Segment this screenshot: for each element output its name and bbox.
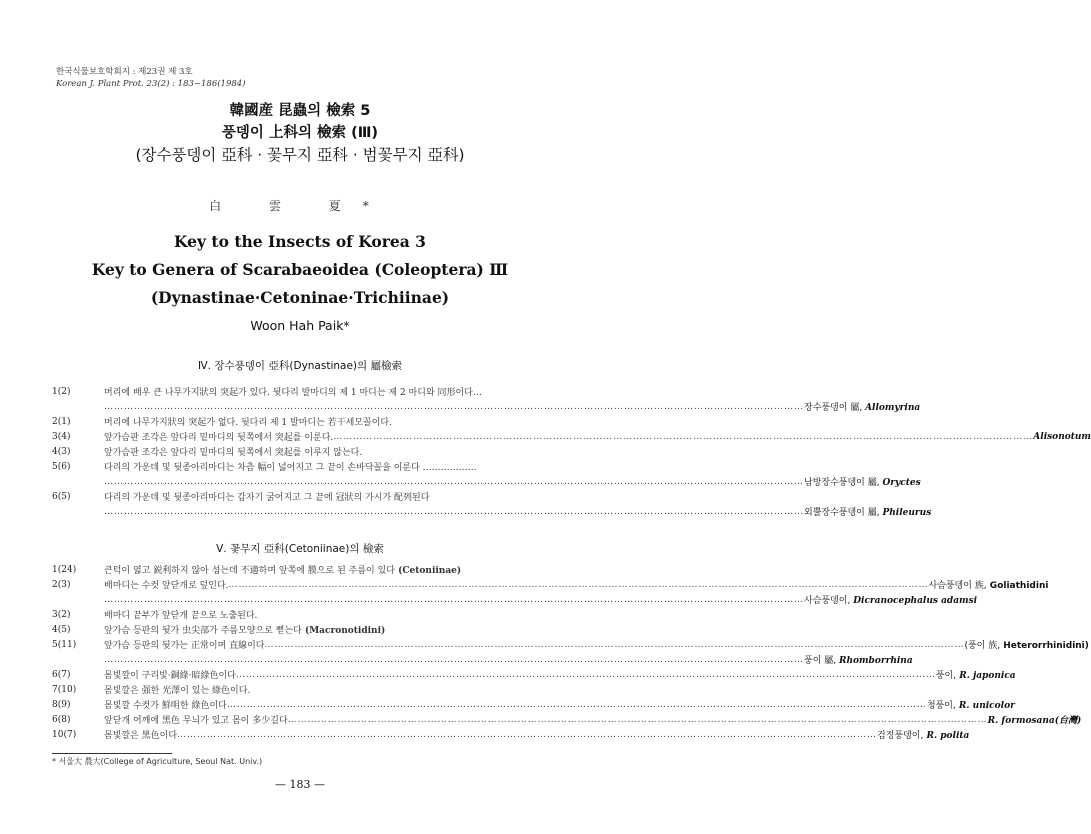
result-label: 장수풍뎅이 屬, [804, 403, 863, 413]
couplet-number: 8(9) [52, 699, 71, 710]
leader-dots [104, 402, 804, 412]
couplet-number: 1(24) [52, 564, 77, 575]
result-label: 남방장수풍뎅이 屬, [804, 478, 880, 488]
key-row [52, 414, 548, 429]
couplet-number: 10(7) [52, 729, 77, 740]
key-row [52, 429, 1091, 444]
leader-dots [177, 730, 877, 740]
leader-dots [228, 580, 928, 590]
couplet-text: 다리의 가운데 및 뒷종아리마디는 갑자기 굵어지고 그 끝에 冠狀의 가시가 配列된다 [104, 493, 430, 503]
result-taxon: R. polita [923, 731, 970, 741]
title-ko-line3: (장수풍뎅이 亞科 · 꽃무지 亞科 · 범꽃무지 亞科) [135, 146, 465, 164]
couplet-text: 몸빛깔이 구리빛·銅綠·暗綠色이다 [104, 671, 236, 681]
result-taxon: Alisonotum [1033, 431, 1091, 442]
couplet-number: 4(3) [52, 446, 71, 457]
result-label: 검정풍뎅이, [877, 731, 924, 741]
couplet-text: 앞가슴 등판의 뒷가는 正常이며 直線이다 [104, 641, 265, 651]
leader-dots [104, 595, 804, 605]
leader-dots [104, 655, 804, 665]
key-row [52, 384, 548, 399]
title-en-line1: Key to the Insects of Korea 3 [174, 232, 426, 251]
key-row [52, 622, 548, 637]
journal-citation [56, 66, 246, 90]
journal-ko: 한국식물보호학회지 : 제23권 제 3호 [56, 67, 193, 77]
couplet-text: 머리에 나무가지狀의 突起가 없다. 뒷다리 제 1 발마디는 若干세모꼴이다. [104, 418, 392, 428]
journal-en: Korean J. Plant Prot. 23(2) : 183~186(1984) [56, 79, 246, 89]
key-row [52, 697, 1015, 712]
key-row [52, 489, 548, 504]
section-4-key [52, 384, 1091, 519]
couplet-text: 몸빛깔 수컷가 鮮明한 綠色이다 [104, 701, 227, 711]
title-en-line3: (Dynastinae·Cetoninae·Trichiinae) [150, 288, 450, 307]
result-taxon: Goliathidini [986, 581, 1049, 591]
couplet-number: 6(8) [52, 714, 71, 725]
couplet-number: 2(3) [52, 579, 71, 590]
couplet-number: 5(11) [52, 639, 77, 650]
title-ko-line1: 韓國産 昆蟲의 檢索 5 [229, 103, 371, 119]
result-label: (풍이 族, [964, 641, 1001, 651]
tribe-name: (Macronotidini) [301, 626, 386, 636]
key-row [52, 667, 1016, 682]
couplet-text: 머리에 배우 큰 나무가지狀의 突起가 있다. 뒷다리 발마디의 제 1 마디는 제 2 마디와 同形이다… [104, 388, 482, 398]
author-korean: 白 雲 夏* [209, 199, 391, 213]
couplet-text: 앞가슴판 조각은 앞다리 밑마디의 뒷쪽에서 突起를 이룬다. [104, 433, 334, 443]
key-row [52, 607, 548, 622]
couplet-text: 배마디는 수컷 앞닫개로 덮인다. [104, 581, 229, 591]
leader-dots [104, 507, 804, 517]
couplet-text: 다리의 가운데 및 뒷종아리마디는 차츰 幅이 넓어지고 그 끝이 손바닥꼴을 이룬다 ……………… [104, 463, 477, 473]
couplet-text: 몸빛깔은 强한 光澤이 있는 綠色이다. [104, 686, 251, 696]
result-label: 사슴풍뎅이 族, [928, 581, 987, 591]
result-taxon: Dicranocephalus adamsi [853, 596, 978, 606]
result-label: 청풍이, [926, 701, 956, 711]
result-taxon: Phileurus [882, 508, 932, 518]
leader-dots [264, 640, 964, 650]
key-result [52, 592, 978, 607]
leader-dots [236, 670, 936, 680]
couplet-number: 2(1) [52, 416, 71, 427]
english-title [0, 228, 600, 312]
section-4-title: Ⅳ. 장수풍뎅이 亞科(Dynastinae)의 屬檢索 [197, 360, 403, 372]
leader-dots [333, 432, 1033, 442]
couplet-number: 6(7) [52, 669, 71, 680]
section-5-title: Ⅴ. 꽃무지 亞科(Cetoniinae)의 檢索 [216, 543, 384, 555]
title-ko-line2: 풍뎅이 上科의 檢索 (Ⅲ) [221, 125, 379, 141]
key-row [52, 444, 548, 459]
couplet-text: 앞가슴 등판의 뒷가 虫尖部가 주름모양으로 뻗는다 [104, 626, 302, 636]
result-taxon: Oryctes [882, 478, 921, 488]
key-result [52, 504, 932, 519]
author-english: Woon Hah Paik* [250, 318, 350, 333]
result-taxon: R. unicolor [955, 701, 1015, 711]
result-taxon: R. formosana(台灣) [987, 716, 1082, 726]
couplet-text: 배마디 끝부가 앞닫개 끝으로 노출된다. [104, 611, 258, 621]
couplet-number: 3(2) [52, 609, 71, 620]
footnote-rule [52, 753, 172, 754]
korean-title [0, 100, 600, 166]
result-label: 풍이, [935, 671, 957, 681]
leader-dots [227, 700, 927, 710]
leader-dots [288, 715, 988, 725]
key-row [52, 577, 1049, 592]
key-row [52, 562, 548, 577]
result-taxon: Allomyrina [865, 403, 921, 413]
key-row [52, 712, 1082, 727]
result-label: 풍이 屬, [804, 656, 837, 666]
title-en-line2: Key to Genera of Scarabaeoidea (Coleoptera) Ⅲ [91, 260, 509, 279]
key-row [52, 727, 970, 742]
couplet-text: 앞가슴판 조각은 앞다리 밑마디의 뒷쪽에서 突起를 이루지 않는다. [104, 448, 363, 458]
key-result [52, 474, 921, 489]
section-5-key [52, 562, 1089, 742]
page-number: — 183 — [275, 778, 325, 791]
couplet-number: 1(2) [52, 386, 71, 397]
leader-dots [104, 477, 804, 487]
footnote: * 서울大 農大(College of Agriculture, Seoul Nat. Univ.) [52, 757, 263, 766]
key-result [52, 652, 913, 667]
key-result [52, 399, 921, 414]
couplet-text: 몸빛깔은 黑色이다 [104, 731, 178, 741]
key-row [52, 459, 548, 474]
key-row [52, 637, 1089, 652]
couplet-number: 3(4) [52, 431, 71, 442]
couplet-number: 7(10) [52, 684, 77, 695]
couplet-number: 5(6) [52, 461, 71, 472]
result-label: 외뿔장수풍뎅이 屬, [804, 508, 880, 518]
couplet-number: 4(5) [52, 624, 71, 635]
couplet-text: 앞닫개 어깨에 黑色 무늬가 있고 몸이 多少길다 [104, 716, 288, 726]
couplet-number: 6(5) [52, 491, 71, 502]
result-taxon: R. japonica [956, 671, 1016, 681]
result-taxon: Heterorrhinidini) [1000, 641, 1089, 651]
result-taxon: Rhomborrhina [839, 656, 913, 666]
couplet-text: 큰턱이 엷고 鋭利하지 않아 섬는데 不適하며 앞쪽에 膜으로 된 주름이 있다 [104, 566, 395, 576]
key-row [52, 682, 548, 697]
tribe-name: (Cetoniinae) [394, 566, 462, 576]
result-label: 사슴풍뎅이, [804, 596, 851, 606]
